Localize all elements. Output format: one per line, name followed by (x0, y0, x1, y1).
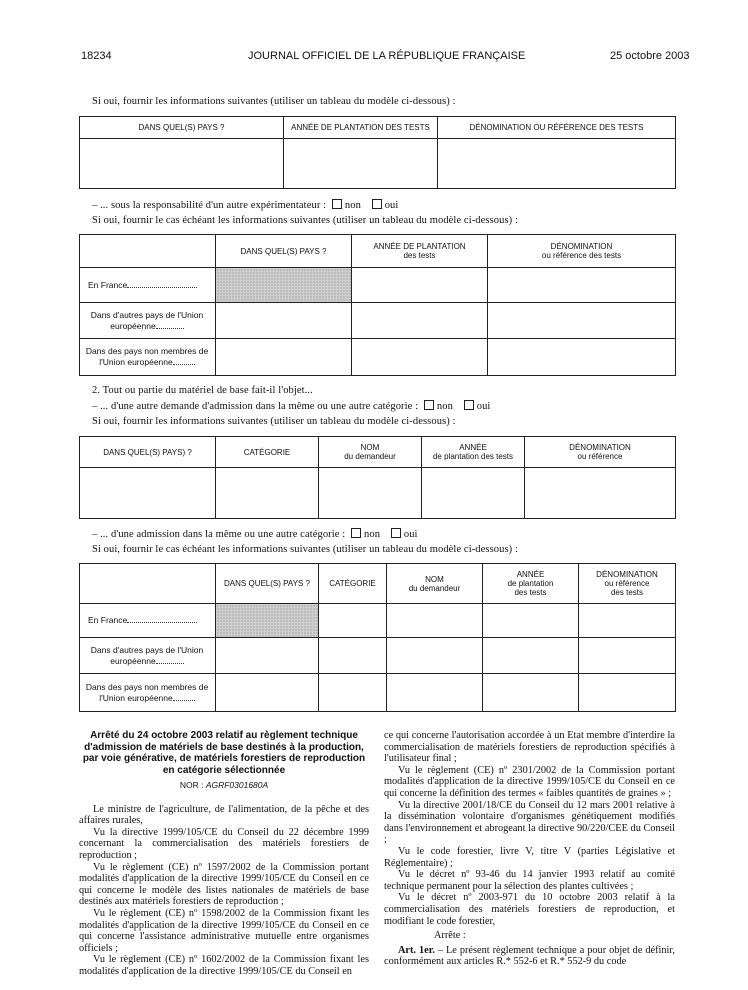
block4-cell[interactable] (579, 604, 676, 638)
nor-label: NOR : (179, 780, 204, 790)
block3-header-pays: DANS QUEL(S) PAYS) ? (80, 437, 216, 468)
block2-intro: Si oui, fournir le cas échéant les informations suivantes (utiliser un tableau du modèle ci-dessous) : (92, 215, 519, 226)
art1-label: Art. 1er. (398, 944, 435, 956)
block4-cell[interactable] (216, 638, 319, 674)
block3-question (92, 400, 490, 412)
block4-question (92, 528, 418, 540)
block4-cell[interactable] (319, 674, 387, 712)
block1-header-annee: ANNÉE DE PLANTATION DES TESTS (284, 117, 438, 139)
article-nor (79, 780, 369, 792)
block2-cell[interactable] (216, 339, 352, 376)
block3-cell[interactable] (216, 468, 319, 519)
article-right-paragraph: Vu le règlement (CE) nº 2301/2002 de la Commission portant modalités d'application de la directive 1999/105/CE du Conseil en ce qui concerne la définition des termes « faibles quantités de graines » ; (384, 764, 675, 799)
block4-oui-label: oui (403, 529, 418, 540)
block1-cell[interactable] (284, 139, 438, 189)
block2-question-text: – ... sous la responsabilité d'un autre expérimentateur : (92, 200, 327, 211)
block2-header-denomination: DÉNOMINATION ou référence des tests (488, 235, 676, 268)
block2-cell[interactable] (352, 268, 488, 303)
block2-cell[interactable] (488, 303, 676, 339)
article-art1 (384, 945, 675, 968)
article-right-paragraph: Vu le code forestier, livre V, titre V (parties Législative et Réglementaire) ; (384, 845, 675, 869)
block3-cell[interactable] (80, 468, 216, 519)
block2-header-pays: DANS QUEL(S) PAYS ? (216, 235, 352, 268)
block3-header-categorie: CATÉGORIE (216, 437, 319, 468)
block2-oui-checkbox[interactable] (372, 199, 382, 209)
article-arrete: Arrête : (434, 930, 466, 942)
journal-title: JOURNAL OFFICIEL DE LA RÉPUBLIQUE FRANÇAISE (248, 50, 526, 62)
article-left-column (79, 730, 369, 978)
block4-cell[interactable] (483, 674, 579, 712)
article-right-paragraph: Vu le décret nº 2003-971 du 10 octobre 2003 relatif à la commercialisation des matériels forestiers de reproduction, et modifiant le code forestier, (384, 892, 675, 927)
block4-cell[interactable] (387, 674, 483, 712)
block2-cell[interactable] (488, 268, 676, 303)
block2-header-annee: ANNÉE DE PLANTATION des tests (352, 235, 488, 268)
block2-table (79, 234, 676, 376)
block3-header-annee: ANNÉE de plantation des tests (422, 437, 525, 468)
block3-header-denomination: DÉNOMINATION ou référence (525, 437, 676, 468)
block3-non-label: non (436, 401, 453, 412)
block4-cell[interactable] (579, 674, 676, 712)
block4-header-denomination: DÉNOMINATION ou référence des tests (579, 564, 676, 604)
page-number: 18234 (81, 50, 112, 62)
block1-cell[interactable] (438, 139, 676, 189)
article-right-paragraph: Vu le décret nº 93-46 du 14 janvier 1993 relatif au comité technique permanent pour la sélection des plantes cultivées ; (384, 869, 675, 892)
block2-row-label-france: En France (80, 268, 216, 303)
block4-cell[interactable] (483, 604, 579, 638)
block1-header-pays: DANS QUEL(S) PAYS ? (80, 117, 284, 139)
block2-cell[interactable] (216, 303, 352, 339)
article-left-paragraph: Vu la directive 1999/105/CE du Conseil du 22 décembre 1999 concernant la commercialisation des matériels forestiers de reproduction ; (79, 826, 369, 861)
block3-cell[interactable] (525, 468, 676, 519)
article-title: Arrêté du 24 octobre 2003 relatif au règlement technique d'admission de matériels de base destinés à la production, par voie générative, de matériels forestiers de reproduction en catégorie sélectionnée (82, 730, 366, 776)
block4-cell[interactable] (216, 674, 319, 712)
block3-question-text: – ... d'une autre demande d'admission dans la même ou une autre catégorie : (92, 401, 419, 412)
nor-code: AGRF0301680A (205, 780, 269, 790)
block3-cell[interactable] (319, 468, 422, 519)
block4-cell[interactable] (387, 604, 483, 638)
article-left-paragraph: Le ministre de l'agriculture, de l'alimentation, de la pêche et des affaires rurales, (79, 803, 369, 827)
block4-cell[interactable] (387, 638, 483, 674)
block4-non-label: non (364, 529, 381, 540)
block1-header-denomination: DÉNOMINATION OU RÉFÉRENCE DES TESTS (438, 117, 676, 139)
block3-non-checkbox[interactable] (424, 400, 434, 410)
block1-intro: Si oui, fournir les informations suivantes (utiliser un tableau du modèle ci-dessous) : (92, 96, 456, 107)
article-right-paragraph: Vu la directive 2001/18/CE du Conseil du 12 mars 2001 relative à la dissémination volontaire d'organismes génétiquement modifiés dans l'environnement et abrogeant la directive 90/220/CEE du Conseil ; (384, 799, 675, 846)
block2-oui-label: oui (384, 200, 399, 211)
block2-row-label-ue: Dans d'autres pays de l'Union européenne (80, 303, 216, 339)
block2-cell[interactable] (488, 339, 676, 376)
block4-header-pays: DANS QUEL(S) PAYS ? (216, 564, 319, 604)
block2-cell[interactable] (352, 303, 488, 339)
issue-date: 25 octobre 2003 (610, 50, 690, 62)
article-left-paragraph: Vu le règlement (CE) nº 1598/2002 de la Commission fixant les modalités d'application de la directive 1999/105/CE du Conseil en ce qui concerne l'assistance administrative mutuelle entre organismes officiels ; (79, 907, 369, 954)
block2-cell[interactable] (352, 339, 488, 376)
block3-intro: Si oui, fournir les informations suivantes (utiliser un tableau du modèle ci-dessous) : (92, 416, 456, 427)
block3-header-nom: NOM du demandeur (319, 437, 422, 468)
block1-table (79, 116, 676, 189)
block3-cell[interactable] (422, 468, 525, 519)
block2-non-checkbox[interactable] (332, 199, 342, 209)
block4-header-empty (80, 564, 216, 604)
block4-table (79, 563, 676, 712)
article-right-paragraph: ce qui concerne l'autorisation accordée à un Etat membre d'interdire la commercialisation de matériels forestiers de reproduction spécifiés à l'utilisateur final ; (384, 730, 675, 765)
block4-non-checkbox[interactable] (351, 528, 361, 538)
article-left-paragraph: Vu le règlement (CE) nº 1597/2002 de la Commission portant modalités d'application de la directive 1999/105/CE du Conseil en ce qui concerne le modèle des listes nationales de matériels de base destinés aux matériels forestiers de reproduction ; (79, 861, 369, 908)
block4-cell[interactable] (483, 638, 579, 674)
block4-row-label-non-ue: Dans des pays non membres de l'Union européenne (80, 674, 216, 712)
art1-text: – Le présent règlement technique a pour objet de définir, conformément aux articles R.* 552-6 et R.* 552-9 du code (384, 944, 675, 968)
block4-cell[interactable] (319, 604, 387, 638)
block2-shaded-cell (216, 268, 352, 303)
block4-row-label-ue: Dans d'autres pays de l'Union européenne (80, 638, 216, 674)
block4-header-annee: ANNÉE de plantation des tests (483, 564, 579, 604)
article-left-paragraph: Vu le règlement (CE) nº 1602/2002 de la Commission fixant les modalités d'application de la directive 1999/105/CE du Conseil en (79, 954, 369, 977)
article-right-column (384, 730, 675, 968)
block2-question (92, 199, 398, 211)
block2-header-empty (80, 235, 216, 268)
block3-table (79, 436, 676, 519)
block4-header-categorie: CATÉGORIE (319, 564, 387, 604)
block4-question-text: – ... d'une admission dans la même ou une autre catégorie : (92, 529, 346, 540)
block4-cell[interactable] (319, 638, 387, 674)
block3-oui-checkbox[interactable] (464, 400, 474, 410)
block4-header-nom: NOM du demandeur (387, 564, 483, 604)
block4-cell[interactable] (579, 638, 676, 674)
block2-row-label-non-ue: Dans des pays non membres de l'Union européenne (80, 339, 216, 376)
block4-shaded-cell (216, 604, 319, 638)
block4-row-label-france: En France (80, 604, 216, 638)
block4-intro: Si oui, fournir le cas échéant les informations suivantes (utiliser un tableau du modèle ci-dessous) : (92, 544, 519, 555)
block3-line1: 2. Tout ou partie du matériel de base fait-il l'objet... (92, 385, 313, 396)
block3-oui-label: oui (476, 401, 491, 412)
block1-cell[interactable] (80, 139, 284, 189)
block2-non-label: non (344, 200, 361, 211)
block4-oui-checkbox[interactable] (391, 528, 401, 538)
